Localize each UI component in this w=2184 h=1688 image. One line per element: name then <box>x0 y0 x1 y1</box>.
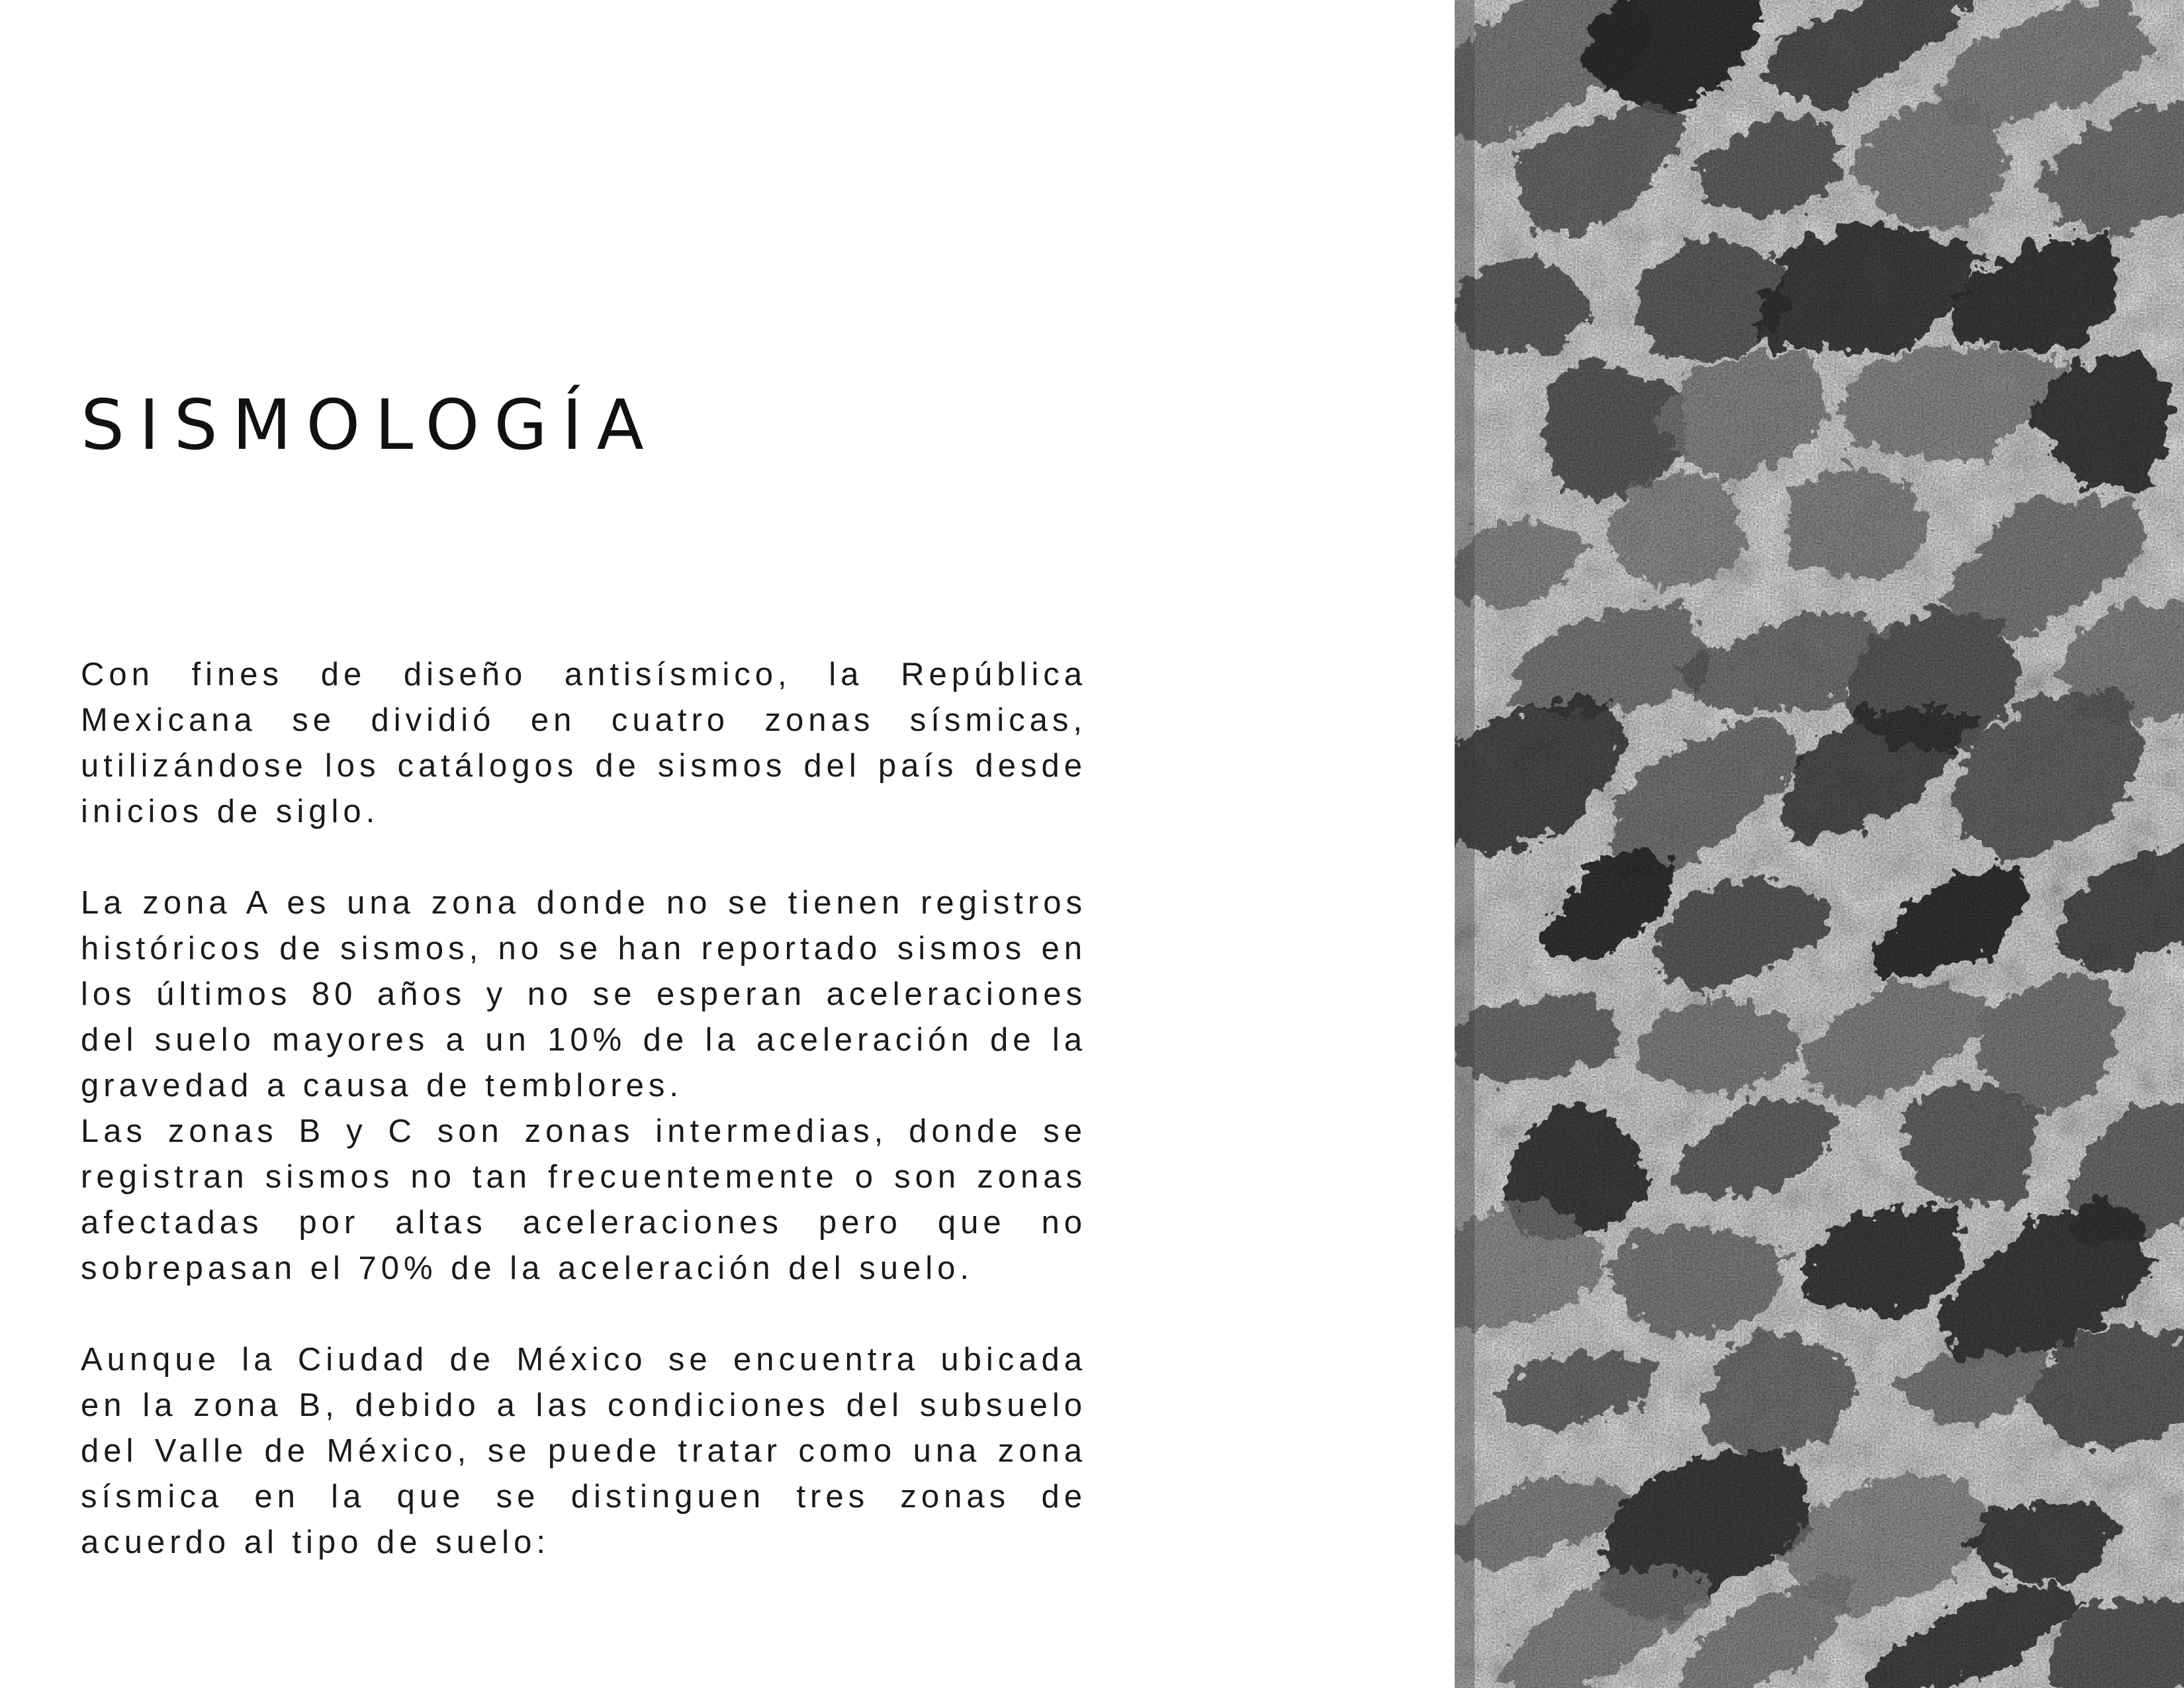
page-title: SISMOLOGÍA <box>81 385 659 465</box>
stone-wall-image <box>1455 0 2184 1688</box>
paragraph-seismic-zones-intro: Con fines de diseño antisísmico, la República Mexicana se dividió en cuatro zonas sísmicas, utilizándose los catálogos de sismos del país desde inicios de siglo. <box>81 657 1087 829</box>
body-text <box>81 652 1087 1566</box>
paragraph-mexico-city: Aunque la Ciudad de México se encuentra ubicada en la zona B, debido a las condiciones del subsuelo del Valle de México, se puede tratar como una zona sísmica en la que se distinguen tres zonas de acuerdo al tipo de suelo: <box>81 1342 1087 1560</box>
stone-wall-photo <box>1455 0 2184 1688</box>
paragraph-zones-b-c: Las zonas B y C son zonas intermedias, donde se registran sismos no tan frecuentemente o son zonas afectadas por altas aceleraciones pero que no sobrepasan el 70% de la aceleración del suelo. <box>81 1113 1087 1286</box>
paragraph-zone-a: La zona A es una zona donde no se tienen registros históricos de sismos, no se han reportado sismos en los últimos 80 años y no se esperan aceleraciones del suelo mayores a un 10% de la aceleración de la gravedad a causa de temblores. <box>81 885 1087 1103</box>
